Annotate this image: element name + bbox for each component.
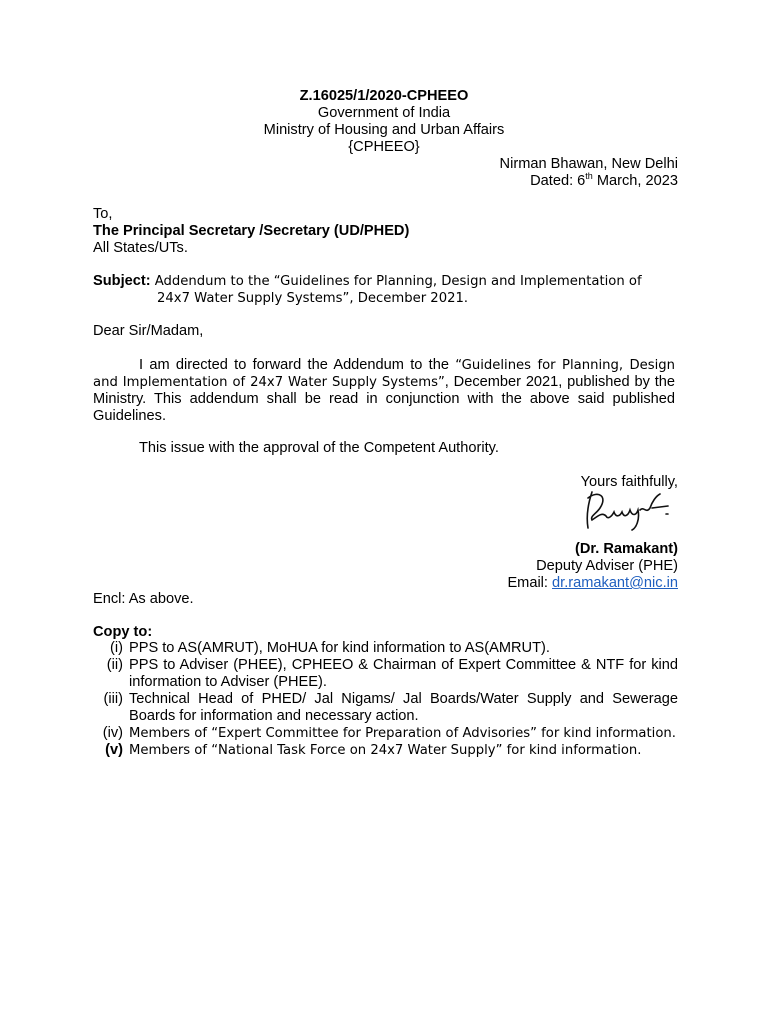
to-line: To, [93, 206, 113, 222]
subject-text-2: 24x7 Water Supply Systems”, December 2021 [157, 291, 464, 306]
ministry-line: Ministry of Housing and Urban Affairs [263, 122, 505, 138]
date-suffix: March, 2023 [592, 173, 678, 189]
subject-text-1: Addendum to the “Guidelines for Planning, Design and Implementation of [150, 274, 642, 289]
enclosure-line: Encl: As above. [93, 591, 194, 607]
copy-item-text: PPS to Adviser (PHEE), CPHEEO & Chairman of Expert Committee & NTF for kind information to Adviser (PHEE). [129, 657, 678, 690]
government-line: Government of India [317, 105, 451, 121]
subject-label: Subject: [93, 273, 151, 289]
signature-image [578, 486, 678, 534]
copy-item-1 [93, 640, 678, 657]
copy-item-number: (i) [110, 640, 123, 656]
recipient-line: The Principal Secretary /Secretary (UD/PHED) [93, 223, 410, 239]
department-line: {CPHEEO} [348, 139, 420, 155]
body-p1-guidelines: “Guidelines for Planning, Design and Implementation of 24x7 Water Supply Systems” [93, 358, 675, 390]
yours-faithfully: Yours faithfully, [580, 474, 678, 490]
states-line: All States/UTs. [93, 240, 188, 256]
place-line: Nirman Bhawan, New Delhi [499, 156, 678, 172]
signatory-designation: Deputy Adviser (PHE) [536, 558, 678, 574]
copy-item-3 [93, 691, 678, 725]
copy-item-5 [93, 742, 678, 759]
date-prefix: Dated: 6 [530, 173, 586, 189]
copy-item-4 [93, 725, 678, 742]
email-label: Email: [507, 575, 553, 591]
copy-to-heading: Copy to: [93, 624, 153, 640]
copy-item-number: (ii) [106, 657, 123, 673]
copy-item-2 [93, 657, 678, 691]
salutation: Dear Sir/Madam, [93, 323, 204, 339]
subject-line-2 [93, 290, 675, 307]
body-paragraph-2: This issue with the approval of the Competent Authority. [139, 440, 499, 456]
copy-item-number: (v) [105, 742, 123, 758]
signatory-name: (Dr. Ramakant) [575, 541, 678, 557]
subject-end: . [463, 290, 468, 306]
body-p1-part-a: I am directed to forward the Addendum to the [139, 357, 456, 373]
date-line [530, 173, 678, 190]
copy-item-text: PPS to AS(AMRUT), MoHUA for kind information to AS(AMRUT). [129, 640, 550, 656]
copy-item-text: Members of “Expert Committee for Preparation of Advisories” for kind information. [129, 726, 676, 741]
copy-item-number: (iv) [102, 725, 123, 741]
subject-line-1 [93, 273, 675, 290]
reference-number: Z.16025/1/2020-CPHEEO [299, 88, 469, 104]
copy-item-text: Technical Head of PHED/ Jal Nigams/ Jal Boards/Water Supply and Sewerage Boards for information and necessary action. [129, 691, 678, 724]
copy-to-list [93, 640, 678, 759]
body-p1-part-c: , December 2021, published by the Ministry. This addendum shall be read in conjunction with the above said published Guidelines. [93, 374, 675, 424]
email-line [507, 575, 678, 592]
date-superscript: th [585, 171, 593, 182]
body-paragraph-1 [93, 357, 675, 425]
copy-item-text: Members of “National Task Force on 24x7 Water Supply” for kind information. [129, 743, 642, 758]
email-link[interactable]: dr.ramakant@nic.in [552, 575, 678, 591]
copy-item-number: (iii) [103, 691, 123, 707]
subject-block [93, 273, 675, 307]
